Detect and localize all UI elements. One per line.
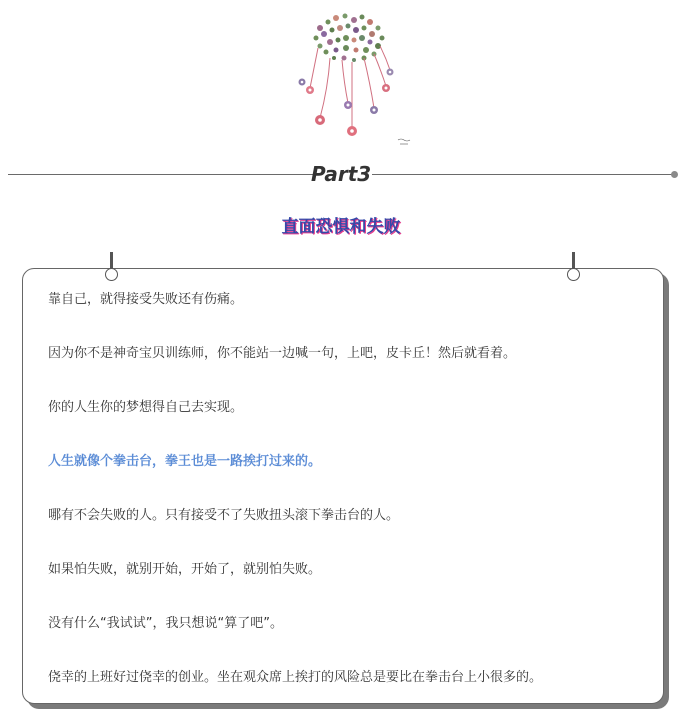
card-hole-left xyxy=(105,268,118,281)
paragraph-7: 没有什么“我试试”，我只想说“算了吧”。 xyxy=(48,616,283,631)
paragraph-1: 靠自己，就得接受失败还有伤痛。 xyxy=(48,292,244,307)
part-label: Part3 xyxy=(311,162,372,186)
hanging-flowers-illustration xyxy=(290,8,420,153)
artist-signature-mark xyxy=(398,139,410,144)
paragraph-2: 因为你不是神奇宝贝训练师，你不能站一边喊一句，上吧，皮卡丘！然后就看着。 xyxy=(48,346,517,361)
card-hole-right xyxy=(567,268,580,281)
paragraph-4-highlight: 人生就像个拳击台，拳王也是一路挨打过来的。 xyxy=(48,454,322,469)
card-hanger-right xyxy=(572,252,575,268)
divider-end-dot xyxy=(671,171,678,178)
card-hanger-left xyxy=(110,252,113,268)
paragraph-3: 你的人生你的梦想得自己去实现。 xyxy=(48,400,244,415)
paragraph-8: 侥幸的上班好过侥幸的创业。坐在观众席上挨打的风险总是要比在拳击台上小很多的。 xyxy=(48,670,543,685)
hanging-blossoms xyxy=(299,69,394,137)
paragraph-6: 如果怕失败，就别开始，开始了，就别怕失败。 xyxy=(48,562,322,577)
divider-line-left xyxy=(8,174,313,175)
section-title: 直面恐惧和失败 xyxy=(281,217,401,237)
paragraph-5: 哪有不会失败的人。只有接受不了失败扭头滚下拳击台的人。 xyxy=(48,508,400,523)
divider-line-right xyxy=(372,174,672,175)
content-card xyxy=(22,268,664,704)
